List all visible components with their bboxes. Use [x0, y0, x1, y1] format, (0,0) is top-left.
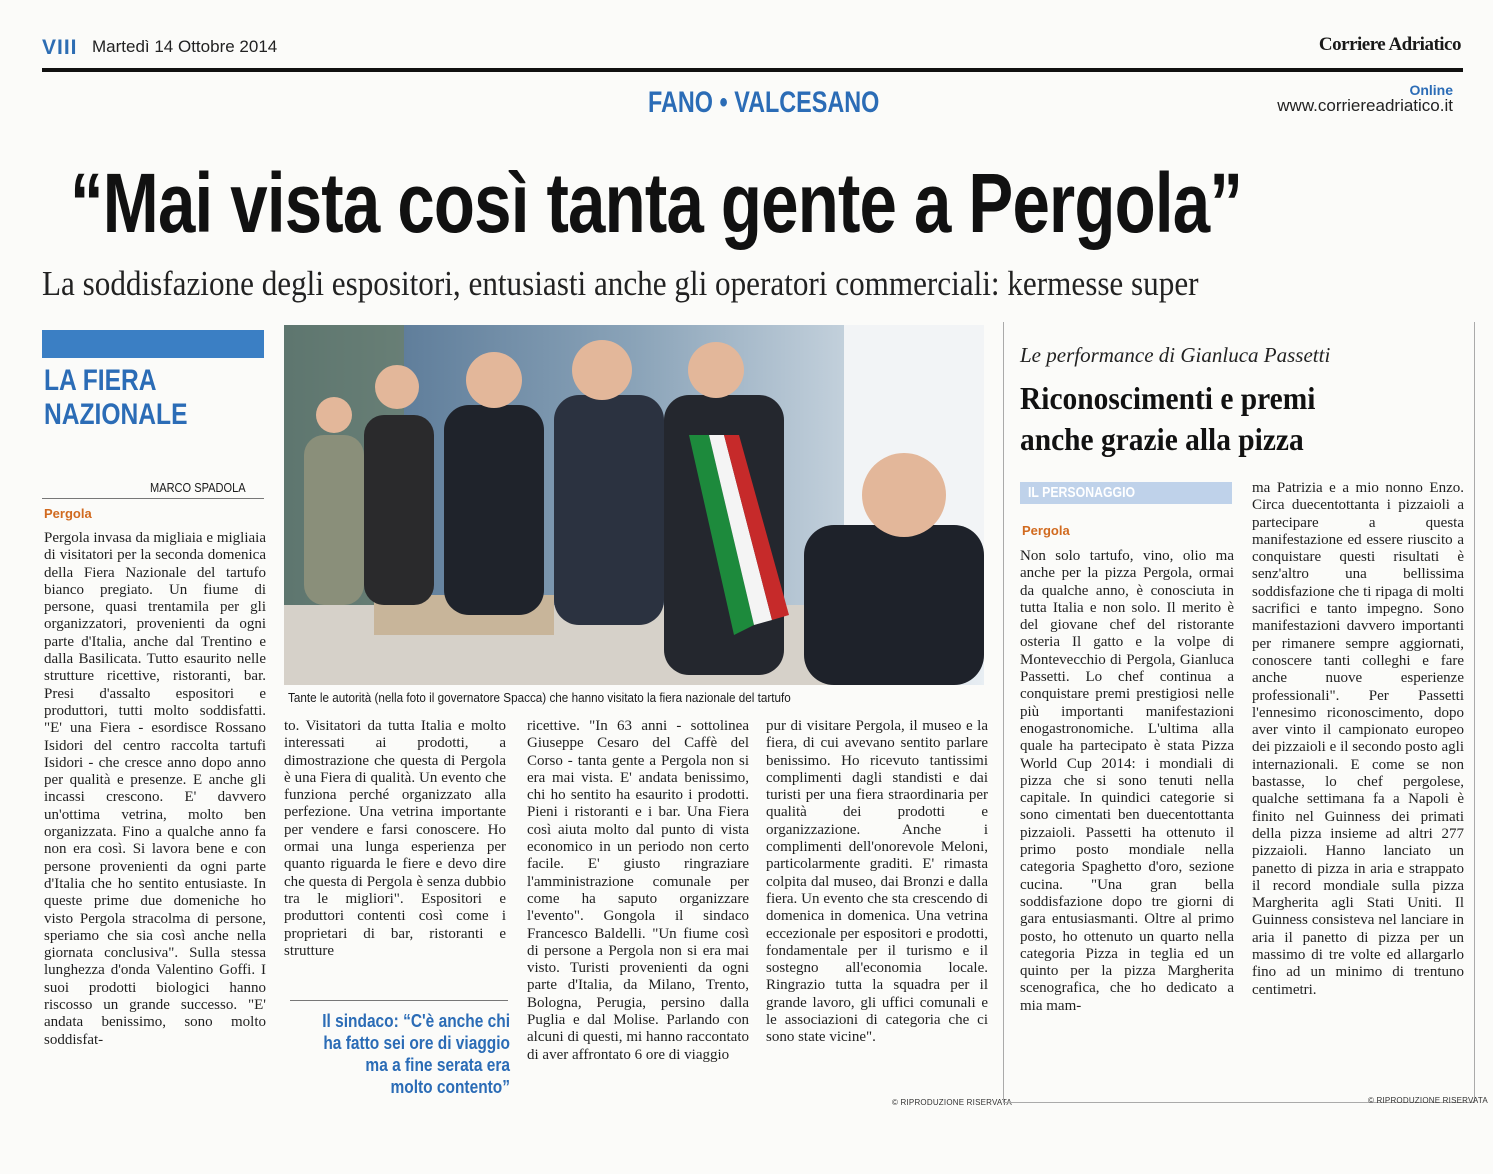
- pullquote-rule: [290, 1000, 508, 1001]
- dateline: Pergola: [44, 506, 92, 521]
- sidebar-copyright-notice: © RIPRODUZIONE RISERVATA: [1368, 1096, 1488, 1105]
- sidebar-tag: IL PERSONAGGIO: [1028, 484, 1136, 501]
- author-byline: MARCO SPADOLA: [150, 480, 246, 495]
- issue-date: Martedì 14 Ottobre 2014: [92, 37, 278, 56]
- article-column-3: ricettive. "In 63 anni - sottolinea Giuseppe Cesaro del Caffè del Corso - tanta gente a Pergola non si era mai vista. E' andata benissimo, chi ho sentito ha esaurito i prodotti. Pieni i ristoranti e i bar. Una Fiera così aiuta molto dal punto di vista economico in un periodo non certo facile. E' giusto ringraziare l'amministrazione comunale per come ha saputo organizzare l'evento". Gongola il sindaco Francesco Baldelli. "Un fiume così di persone a Pergola non si era mai visto. Turisti provenienti da ogni parte d'Italia, da Milano, Trento, Bologna, Perugia, persino dalla Puglia e dal Molise. Parlando con alcuni di questi, mi hanno raccontato di aver affrontato 6 ore di viaggio: [527, 718, 749, 1063]
- sidebar-title-line-2: anche grazie alla pizza: [1020, 421, 1304, 457]
- sidebar-kicker: Le performance di Gianluca Passetti: [1020, 343, 1331, 367]
- photo-image: [284, 325, 984, 685]
- subheadline: La soddisfazione degli espositori, entusiasti anche gli operatori commerciali: kermesse super: [42, 264, 1199, 303]
- copyright-notice: © RIPRODUZIONE RISERVATA: [892, 1098, 1012, 1107]
- masthead: Corriere Adriatico: [1318, 34, 1461, 55]
- article-photo: [284, 325, 984, 685]
- photo-caption: Tante le autorità (nella foto il governatore Spacca) che hanno visitato la fiera nazionale del tartufo: [288, 690, 791, 705]
- sidebar-dateline: Pergola: [1022, 523, 1070, 538]
- header-rule: [42, 68, 1463, 72]
- kicker: [44, 364, 188, 432]
- sidebar-column-1: Non solo tartufo, vino, olio ma anche per la pizza Pergola, ormai da qualche anno, è conosciuta in tutta Italia e non solo. Il merito è del giovane chef del ristorante osteria Il gatto e la volpe di Montevecchio di Pergola, Gianluca Passetti. Lo chef continua a conquistare premi prestigiosi nelle più importanti manifestazioni enogastronomiche. L'ultima alla quale ha partecipato è stata Pizza World Cup 2014: i mondiali di pizza che si sono tenuti nella capitale. In quindici categorie si sono cimentati ben duecentottanta pizzaioli. Passetti ha ottenuto il primo posto mondiale nella categoria Spaghetto d'oro, sezione cucina. "Una gran bella soddisfazione dopo tre giorni di gara entusiasmanti. Oltre al primo posto, ho ottenuto un quarto nella categoria Pizza in teglia ed un quinto per la pizza Margherita scenografica, che ho dedicato a mia mam-: [1020, 548, 1234, 1014]
- pullquote: Il sindaco: “C'è anche chi ha fatto sei ore di viaggio ma a fine serata era molto contento”: [322, 1011, 510, 1097]
- kicker-bar: [42, 330, 264, 358]
- section-title: FANO • VALCESANO: [648, 86, 880, 119]
- kicker-line-1: LA FIERA: [44, 364, 157, 397]
- website-link[interactable]: www.corriereadriatico.it: [1277, 96, 1453, 115]
- headline: “Mai vista così tanta gente a Pergola”: [70, 156, 1243, 250]
- article-column-4: pur di visitare Pergola, il museo e la fiera, di cui avevano sentito parlare benissimo. Ho ricevuto tantissimi complimenti dagli standisti e dai turisti per una fiera straordinaria per qualità dei prodotti e organizzazione. Anche i complimenti dell'onorevole Meloni, particolarmente graditi. E' rimasta colpita dal museo, dai Bronzi e dalla fiera. Un evento che sta crescendo di domenica in domenica. Una vetrina eccezionale per espositori e prodotti, fondamentale per il turismo e il sostegno all'economia locale. Ringrazio tutta la squadra per il grande lavoro, gli uffici comunali e le associazioni di categoria che ci sono state vicine".: [766, 718, 988, 1046]
- byline-rule: [42, 498, 264, 499]
- online-label: Online: [1409, 82, 1453, 98]
- page-number: VIII: [42, 36, 78, 59]
- sidebar-column-2: ma Patrizia e a mio nonno Enzo. Circa duecentottanta i pizzaioli a partecipare a questa manifestazione ed essere riuscito a conquistare questi risultati è senz'altro una bellissima soddisfazione che ti ripaga di molti sacrifici e tanto impegno. Sono manifestazioni davvero importanti per rimanere sempre aggiornati, conoscere tanti colleghi e fare anche nuove esperienze professionali". Per Passetti l'ennesimo riconoscimento, dopo aver vinto il campionato europeo dei pizzaioli e il secondo posto agli internazionali. E come se non bastasse, lo chef pergolese, qualche settimana fa a Napoli è finito nel Guinness dei primati della pizza insieme ad altri 277 pizzaioli. Hanno lanciato un panetto di pizza in aria e strappato il record mondiale sulla pizza Margherita agli Stati Uniti. Il Guinness consisteva nel lanciare in aria il panetto di pizza per un massimo di tre volte ed allargarlo fino ad un minimo di trentuno centimetri.: [1252, 480, 1464, 998]
- article-column-2: to. Visitatori da tutta Italia e molto interessati ai prodotti, a dimostrazione che questa di Pergola è una Fiera di qualità. Un evento che funziona perché organizzato alla perfezione. Una vetrina importante per vendere e farsi conoscere. Ho ormai una lunga esperienza per quanto riguarda le fiere e devo dire che questa di Pergola è senza dubbio tra le migliori". Espositori e produttori contenti così come i proprietari di bar, ristoranti e strutture: [284, 718, 506, 959]
- kicker-line-2: NAZIONALE: [44, 398, 188, 431]
- sidebar-title-line-1: Riconoscimenti e premi: [1020, 380, 1316, 416]
- article-column-1: Pergola invasa da migliaia e migliaia di visitatori per la seconda domenica della Fiera Nazionale del tartufo bianco pregiato. Un fiume di persone, quasi trentamila per gli organizzatori, provenienti da ogni parte d'Italia, anche dal Trentino e dalla Basilicata. Tutto esaurito nelle strutture ricettive, ristoranti, bar. Presi d'assalto espositori e produttori, tutti molto soddisfatti. "E' una Fiera - esordisce Rossano Isidori del centro raccolta tartufi Isidori - che cresce anno dopo anno per qualità e presenze. E anche gli incassi crescono. E' davvero un'ottima vetrina, molto ben organizzata. Fino a qualche anno fa non era così. Si lavora bene e con persone provenienti da ogni parte d'Italia che ho sentito entusiaste. In queste prime due domeniche ho visto Pergola stracolma di persone, speriamo che sia così anche nella giornata conclusiva". Sulla stessa lunghezza d'onda Valentino Goffi. I suoi prodotti biologici hanno riscosso un grande successo. "E' andata benissimo, sono molto soddisfat-: [44, 530, 266, 1048]
- sidebar-title: [1020, 378, 1315, 460]
